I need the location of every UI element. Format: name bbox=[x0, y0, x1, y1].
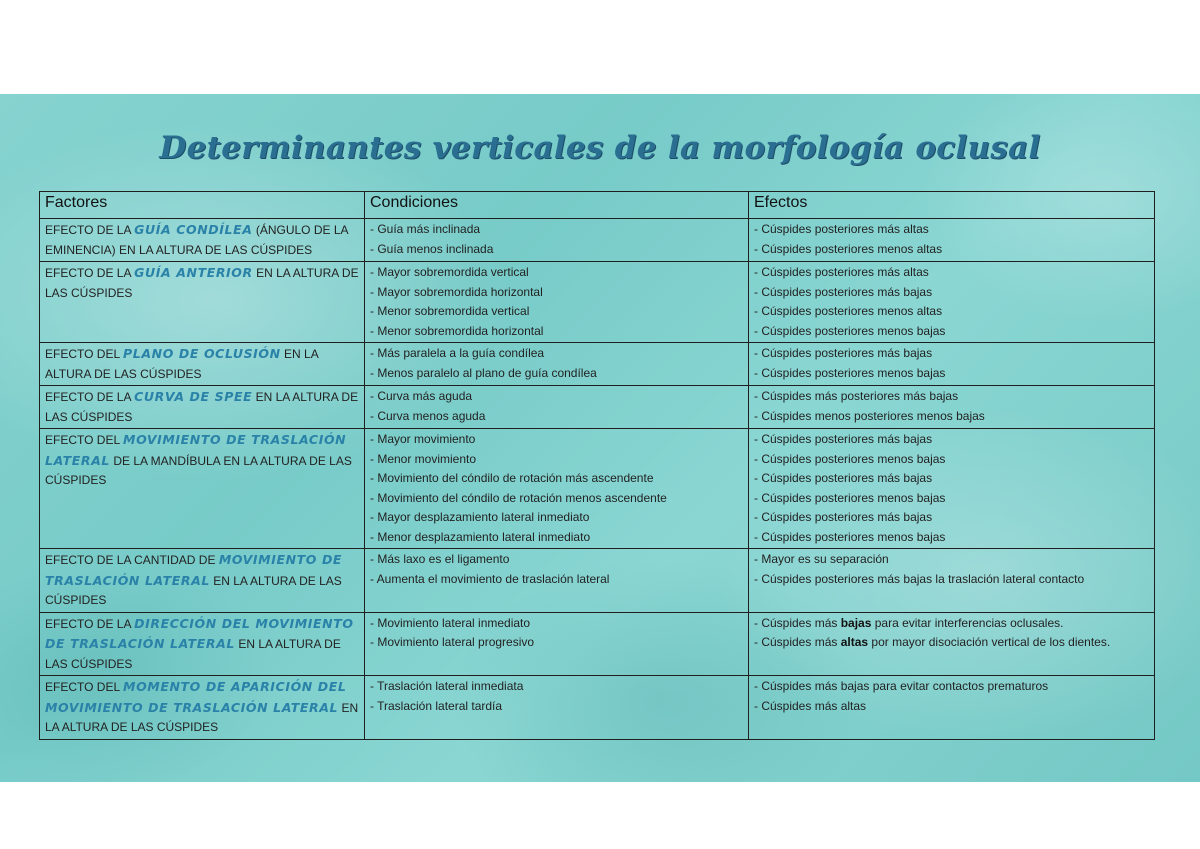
condition-item: - Menos paralelo al plano de guía condílea bbox=[370, 365, 597, 380]
conditions-cell bbox=[365, 612, 749, 676]
effects-cell bbox=[749, 549, 1155, 613]
effect-text: para evitar interferencias oclusales. bbox=[871, 615, 1064, 630]
condition-item: - Mayor sobremordida vertical bbox=[370, 265, 529, 279]
condition-item: - Movimiento lateral progresivo bbox=[370, 635, 535, 649]
condition-item: - Más paralela a la guía condílea bbox=[370, 346, 545, 360]
condition-item: - Movimiento del cóndilo de rotación más ascendente bbox=[370, 471, 654, 485]
effect-item bbox=[754, 633, 1149, 653]
effect-item: - Cúspides posteriores menos bajas bbox=[754, 451, 946, 466]
table-row bbox=[40, 386, 1155, 429]
factor-cell bbox=[40, 386, 365, 429]
condition-item: - Menor sobremordida horizontal bbox=[370, 323, 544, 338]
conditions-cell bbox=[365, 549, 749, 613]
condition-item: - Curva menos aguda bbox=[370, 408, 486, 423]
header-efectos: Efectos bbox=[749, 192, 1155, 219]
effects-cell bbox=[749, 386, 1155, 429]
effects-cell bbox=[749, 343, 1155, 386]
effect-item: - Cúspides menos posteriores menos bajas bbox=[754, 408, 985, 423]
effect-item: - Cúspides posteriores más bajas la traslación lateral contacto bbox=[754, 571, 1085, 586]
factor-cell bbox=[40, 219, 365, 262]
table-row bbox=[40, 429, 1155, 549]
factor-text: EFECTO DEL bbox=[45, 433, 124, 447]
table-row bbox=[40, 343, 1155, 386]
factor-highlight: MOVIMIENTO DE TRASLACIÓN LATERAL bbox=[45, 432, 347, 468]
factor-cell bbox=[40, 676, 365, 740]
factor-text: EN LA ALTURA DE LAS CÚSPIDES bbox=[45, 637, 341, 671]
effect-emphasis: altas bbox=[840, 635, 869, 649]
factor-highlight: GUÍA ANTERIOR bbox=[134, 265, 253, 280]
slide-background bbox=[0, 94, 1200, 782]
condition-item: - Aumenta el movimiento de traslación lateral bbox=[370, 571, 610, 586]
table-header-row bbox=[40, 192, 1155, 219]
effect-text: por mayor disociación vertical de los dientes. bbox=[868, 635, 1111, 649]
factor-text: EFECTO DE LA bbox=[45, 616, 135, 631]
header-factores: Factores bbox=[40, 192, 365, 219]
condition-item: - Guía más inclinada bbox=[370, 222, 481, 236]
conditions-cell bbox=[365, 343, 749, 386]
factor-text: EN LA ALTURA DE LAS CÚSPIDES bbox=[45, 390, 359, 424]
effects-cell bbox=[749, 676, 1155, 740]
effect-item: - Cúspides posteriores menos bajas bbox=[754, 323, 946, 338]
effect-item: - Cúspides posteriores menos bajas bbox=[754, 529, 946, 544]
table-row bbox=[40, 612, 1155, 676]
factor-text: EN LA ALTURA DE LAS CÚSPIDES bbox=[45, 347, 319, 381]
effect-item: - Cúspides posteriores más bajas bbox=[754, 432, 933, 446]
effect-item: - Cúspides posteriores menos bajas bbox=[754, 365, 946, 380]
conditions-cell bbox=[365, 676, 749, 740]
effect-item: - Cúspides posteriores menos bajas bbox=[754, 490, 946, 505]
effect-item bbox=[754, 614, 1149, 634]
condition-item: - Mayor sobremordida horizontal bbox=[370, 284, 543, 299]
effect-item: - Mayor es su separación bbox=[754, 552, 889, 566]
conditions-cell bbox=[365, 262, 749, 343]
condition-item: - Curva más aguda bbox=[370, 389, 473, 403]
conditions-cell bbox=[365, 219, 749, 262]
factor-highlight: MOMENTO DE APARICIÓN DEL MOVIMIENTO DE TRASLACIÓN LATERAL bbox=[45, 679, 347, 715]
factor-text: EN LA ALTURA DE LAS CÚSPIDES bbox=[45, 573, 342, 607]
header-condiciones: Condiciones bbox=[365, 192, 749, 219]
factor-cell bbox=[40, 612, 365, 676]
table-row bbox=[40, 549, 1155, 613]
conditions-cell bbox=[365, 386, 749, 429]
factor-cell bbox=[40, 343, 365, 386]
factor-highlight: DIRECCIÓN DEL MOVIMIENTO DE TRASLACIÓN LATERAL bbox=[45, 615, 354, 651]
effect-item: - Cúspides posteriores más bajas bbox=[754, 471, 933, 485]
condition-item: - Movimiento lateral inmediato bbox=[370, 615, 531, 630]
factor-text: EFECTO DE LA bbox=[45, 223, 135, 237]
condition-item: - Menor movimiento bbox=[370, 451, 477, 466]
factor-text: EN LA ALTURA DE LAS CÚSPIDES bbox=[45, 700, 359, 734]
table-row bbox=[40, 262, 1155, 343]
factor-text: (ÁNGULO DE LA EMINENCIA) EN LA ALTURA DE LAS CÚSPIDES bbox=[45, 223, 348, 257]
effect-item: - Cúspides más bajas para evitar contactos prematuros bbox=[754, 679, 1049, 693]
effect-item: - Cúspides posteriores más altas bbox=[754, 265, 929, 279]
effects-cell bbox=[749, 612, 1155, 676]
effect-item: - Cúspides posteriores más bajas bbox=[754, 284, 933, 299]
effect-item: - Cúspides posteriores más bajas bbox=[754, 346, 933, 360]
determinants-table bbox=[39, 191, 1155, 740]
factor-cell bbox=[40, 429, 365, 549]
factor-highlight: GUÍA CONDÍLEA bbox=[134, 222, 253, 237]
effects-cell bbox=[749, 429, 1155, 549]
condition-item: - Mayor movimiento bbox=[370, 432, 476, 446]
effect-item: - Cúspides más posteriores más bajas bbox=[754, 389, 959, 403]
factor-highlight: PLANO DE OCLUSIÓN bbox=[123, 346, 281, 361]
condition-item: - Traslación lateral inmediata bbox=[370, 679, 524, 693]
effect-item: - Cúspides posteriores menos altas bbox=[754, 304, 943, 318]
condition-item: - Movimiento del cóndilo de rotación menos ascendente bbox=[370, 490, 667, 505]
condition-item: - Menor sobremordida vertical bbox=[370, 304, 530, 318]
effect-item: - Cúspides posteriores menos altas bbox=[754, 241, 943, 256]
effect-item: - Cúspides posteriores más bajas bbox=[754, 510, 933, 524]
effect-text: - Cúspides más bbox=[754, 615, 841, 630]
page-title: Determinantes verticales de la morfología oclusal bbox=[159, 130, 1041, 166]
condition-item: - Mayor desplazamiento lateral inmediato bbox=[370, 510, 590, 524]
factor-highlight: CURVA DE SPEE bbox=[134, 389, 253, 404]
factor-text: EFECTO DEL bbox=[45, 347, 124, 361]
condition-item: - Más laxo es el ligamento bbox=[370, 552, 510, 566]
factor-text: EFECTO DE LA CANTIDAD DE bbox=[45, 553, 219, 567]
factor-text: EFECTO DEL bbox=[45, 680, 124, 694]
factor-text: DE LA MANDÍBULA EN LA ALTURA DE LAS CÚSPIDES bbox=[45, 453, 352, 487]
factor-text: EFECTO DE LA bbox=[45, 266, 135, 280]
effect-text: - Cúspides más bbox=[754, 635, 841, 649]
effects-cell bbox=[749, 262, 1155, 343]
table-row bbox=[40, 676, 1155, 740]
condition-item: - Menor desplazamiento lateral inmediato bbox=[370, 529, 591, 544]
effect-item: - Cúspides más altas bbox=[754, 698, 867, 713]
table-row bbox=[40, 219, 1155, 262]
factor-cell bbox=[40, 549, 365, 613]
condition-item: - Guía menos inclinada bbox=[370, 241, 494, 256]
effect-emphasis: bajas bbox=[840, 615, 872, 630]
factor-text: EFECTO DE LA bbox=[45, 390, 135, 404]
conditions-cell bbox=[365, 429, 749, 549]
effects-cell bbox=[749, 219, 1155, 262]
effect-item: - Cúspides posteriores más altas bbox=[754, 222, 929, 236]
factor-text: EN LA ALTURA DE LAS CÚSPIDES bbox=[45, 266, 359, 300]
condition-item: - Traslación lateral tardía bbox=[370, 698, 503, 713]
factor-cell bbox=[40, 262, 365, 343]
factor-highlight: MOVIMIENTO DE TRASLACIÓN LATERAL bbox=[45, 552, 343, 588]
